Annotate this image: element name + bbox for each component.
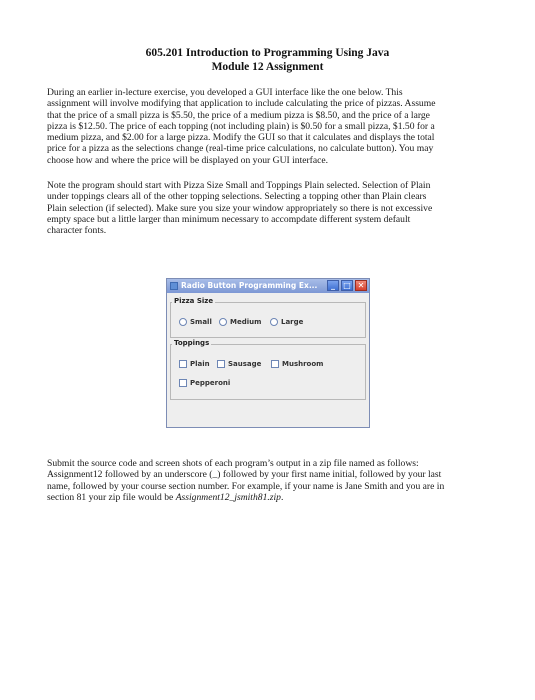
requirements-paragraph [47,180,493,236]
checkbox-icon [271,360,279,368]
text-line: Plain selection (if selected). Make sure you size your window appropriately so there is not excessive [47,202,433,214]
checkbox-icon [217,360,225,368]
gui-window-image [166,278,370,428]
text-line: name, followed by your course section number. For example, if your name is Jane Smith and you are in [47,480,445,492]
window-title: Radio Button Programming Ex... [181,281,318,290]
text-line: that the price of a small pizza is $5.50, the price of a medium pizza is $8.50, and the price of a large [47,109,430,121]
radio-icon [270,318,278,326]
text-line: character fonts. [47,225,107,237]
radio-small: Small [179,318,212,326]
checkbox-mushroom: Mushroom [271,360,323,368]
close-icon: ✕ [355,280,367,291]
text-line: price for a pizza as the selections change (real-time price calculations, no calculate button). You may [47,143,434,155]
radio-large: Large [270,318,303,326]
radio-medium: Medium [219,318,261,326]
text-line: assignment will involve modifying that application to include calculating the price of pizzas. Assume [47,98,436,110]
text-line: Assignment12 followed by an underscore (_) followed by your first name initial, followed by your last [47,469,442,481]
text-line: During an earlier in-lecture exercise, you developed a GUI interface like the one below. This [47,87,403,98]
toppings-label: Toppings [174,339,210,347]
pizza-size-label: Pizza Size [174,297,214,305]
checkbox-icon [179,379,187,387]
maximize-icon: □ [341,280,353,291]
radio-icon [179,318,187,326]
text-line: empty space but a little larger than minimum necessary to accompdate different system default [47,213,411,225]
checkbox-plain: Plain [179,360,210,368]
toppings-group [170,344,366,400]
text-line: choose how and where the price will be displayed on your GUI interface. [47,154,329,166]
course-title: 605.201 Introduction to Programming Using Java [145,47,390,59]
radio-icon [219,318,227,326]
submission-paragraph [47,458,493,503]
window-titlebar [167,279,369,293]
java-app-icon [170,282,178,290]
intro-paragraph [47,87,493,166]
text-line: medium pizza, and $2.00 for a large pizza. Modify the GUI so that it calculates and displays the total [47,132,435,144]
example-filename: Assignment12_jsmith81.zip [175,491,281,503]
assignment-title: Module 12 Assignment [211,61,324,73]
checkbox-sausage: Sausage [217,360,261,368]
text-line: section 81 your zip file would be Assignment12_jsmith81.zip. [47,491,284,503]
minimize-icon: _ [327,280,339,291]
text-line: Note the program should start with Pizza Size Small and Toppings Plain selected. Selection of Plain [47,180,431,191]
checkbox-pepperoni: Pepperoni [179,379,230,387]
text-line: under toppings clears all of the other topping selections. Selecting a topping other than Plain clears [47,191,427,203]
text-line: Submit the source code and screen shots of each program’s output in a zip file named as follows: [47,458,419,469]
text-line: pizza is $12.50. The price of each topping (not including plain) is $0.50 for a small pizza, $1.50 for a [47,120,435,132]
checkbox-icon [179,360,187,368]
